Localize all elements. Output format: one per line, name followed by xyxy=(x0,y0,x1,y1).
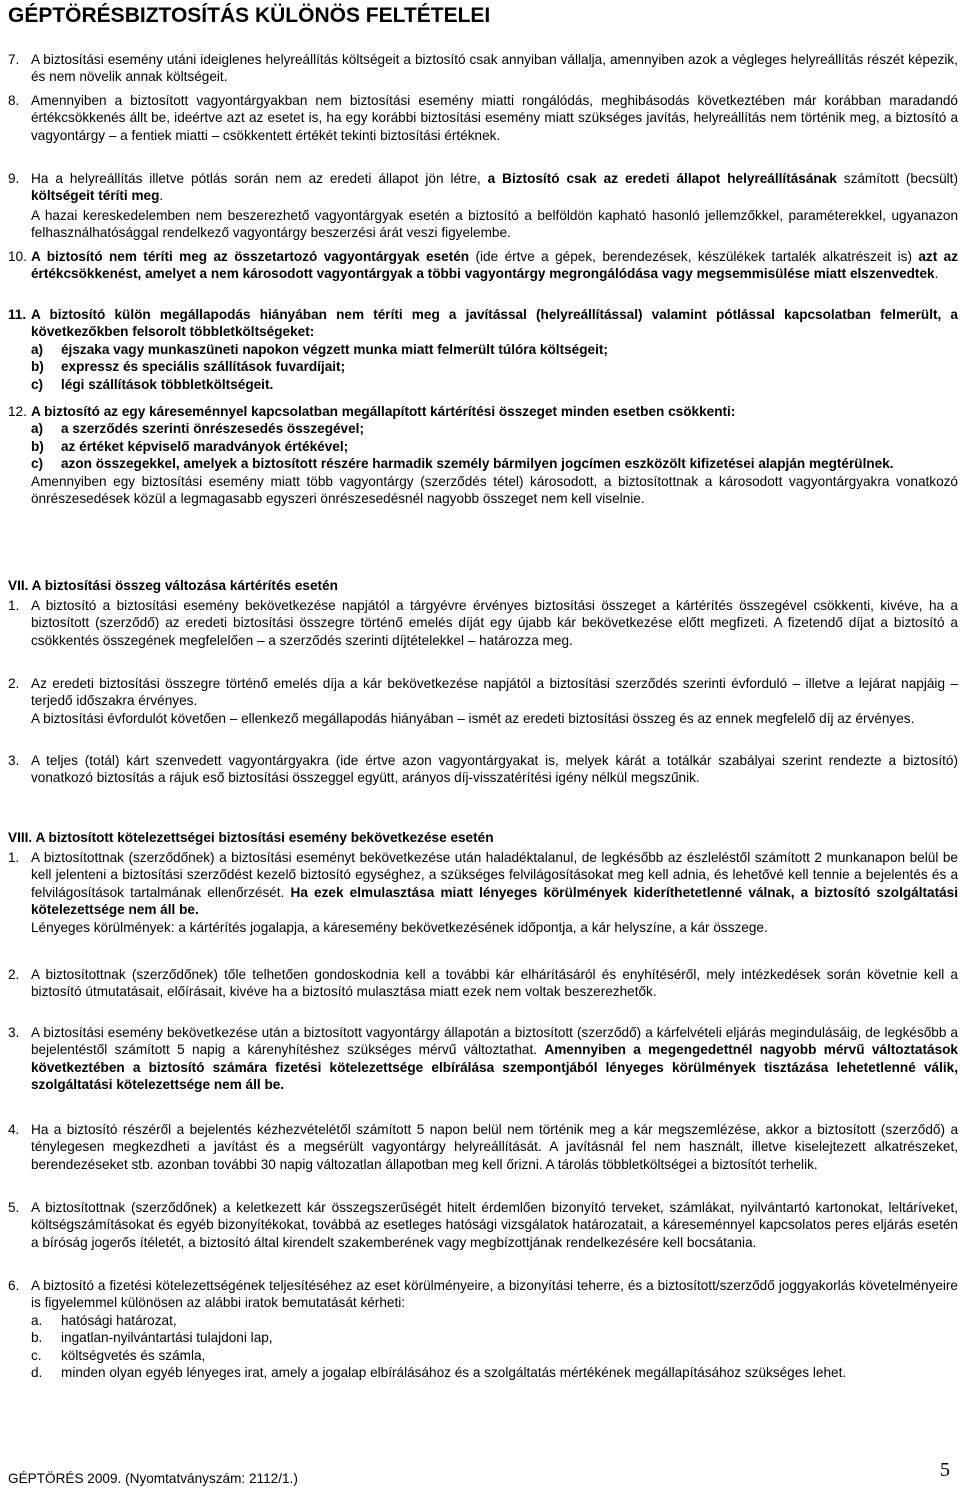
sub-text: légi szállítások többletköltségeit. xyxy=(61,376,274,392)
item-number: 2. xyxy=(8,676,20,691)
sub-item-a xyxy=(31,420,958,437)
item-text: A teljes (totál) kárt szenvedett vagyontárgyakra (ide értve azon vagyontárgyakat is, melyek kárát a totálkár szabályai szerint rendezte a biztosító) vonatkozó biztosítás a rájuk eső biztosítási összeggel együtt, arányos díj-visszatérítési igény nélkül megszűnik. xyxy=(31,753,958,786)
item-text: A biztosító az egy káreseménnyel kapcsolatban megállapított kártérítési összeget minden esetben csökkenti: xyxy=(31,404,736,419)
sub-text: költségvetés és számla, xyxy=(61,1347,206,1363)
sub-item-a xyxy=(31,341,958,358)
sub-item-b xyxy=(31,358,958,375)
page-title: GÉPTÖRÉSBIZTOSÍTÁS KÜLÖNÖS FELTÉTELEI xyxy=(8,4,491,27)
section-heading-viii: VIII. A biztosított kötelezettségei biztosítási esemény bekövetkezése esetén xyxy=(8,830,494,845)
item-number: 3. xyxy=(8,1025,20,1040)
item-number: 2. xyxy=(8,967,20,982)
list-item-7 xyxy=(8,51,958,86)
sub-text: az értéket képviselő maradványok értékével; xyxy=(61,438,349,454)
section8-item-6 xyxy=(8,1277,958,1381)
sub-text: ingatlan-nyilvántartási tulajdoni lap, xyxy=(61,1330,273,1346)
sub-label: c) xyxy=(31,376,44,392)
list-item-10 xyxy=(8,248,958,283)
item-text xyxy=(31,248,958,283)
page-footer: GÉPTÖRÉS 2009. (Nyomtatványszám: 2112/1.) xyxy=(8,1471,298,1486)
sub-item-c xyxy=(31,376,958,393)
item-text: A biztosító a biztosítási esemény bekövetkezése napjától a tárgyévre érvényes biztosítási összeget a kártérítés összegével csökkenti, kivéve, ha a biztosított (szerződő) az eredeti biztosítási összegre történő emelés díját egy újabb kár bekövetkezése előtt megfizeti. A fizetendő díjat a biztosító a csökkentés összegének megfelelően – a szerződés szerinti díjtételekkel – határozza meg. xyxy=(31,598,958,648)
sub-text: minden olyan egyéb lényeges irat, amely a jogalap elbírálásához és a szolgáltatás mértékének megállapításához szükséges lehet. xyxy=(61,1365,847,1381)
sub-item-d xyxy=(31,1364,958,1381)
sub-item-b xyxy=(31,1329,958,1346)
section8-item-3 xyxy=(8,1024,958,1094)
item-number: 12. xyxy=(8,404,27,419)
sub-text: a szerződés szerinti önrészesedés összegével; xyxy=(61,421,364,437)
item-number: 4. xyxy=(8,1122,20,1137)
item-number: 10. xyxy=(8,249,27,264)
sub-label: b) xyxy=(31,438,44,454)
item-text: Amennyiben a biztosított vagyontárgyakban nem biztosítási esemény miatti rongálódás, meghibásodás következtében már korábban maradandó értékcsökkenés állt be, ideértve azt az esetet is, ha egy korábbi biztosítási esemény miatt szükséges javítás, helyreállítás nem történik meg, a biztosító a vagyontárgy – a fentiek miatti – csökkentett értékét tekinti biztosítási értéknek. xyxy=(31,93,958,143)
bold-text-run: költségeit téríti meg xyxy=(31,188,160,204)
item-number: 1. xyxy=(8,850,20,865)
item-text: Ha a biztosító részéről a bejelentés kézhezvételétől számított 5 napon belül nem történik meg a kár megszemlézése, akkor a biztosított (szerződő) a ténylegesen megkezdheti a javítást és a megsérült vagyontárgy helyreállítását. A javításnál fel nem használt, illetve kiselejtezett alkatrészeket, berendezéseket stb. azonban további 30 napig változatlan állapotban meg kell őrizni. A tárolás többletköltségei a biztosítót terhelik. xyxy=(31,1122,958,1172)
text-run: Ha a helyreállítás illetve pótlás során nem az eredeti állapot jön létre, xyxy=(31,171,488,186)
text-run: . xyxy=(159,188,164,204)
sub-label: b. xyxy=(31,1330,43,1346)
bold-text-run: azt az értékcsökkenést, amelyet a nem károsodott vagyontárgyak a többi vagyontárgy megrongálódása vagy megsemmisülése miatt elszenvedtek xyxy=(31,249,958,282)
sub-label: a) xyxy=(31,421,44,437)
section7-item-1 xyxy=(8,597,958,649)
item-text: A biztosító külön megállapodás hiányában nem téríti meg a javítással (helyreállítással) valamint pótlással kapcsolatban felmerült, a következőkben felsorolt többletköltségeket: xyxy=(31,307,958,340)
item-text: A biztosítottnak (szerződőnek) tőle telhetően gondoskodnia kell a további kár elhárításáról és enyhítéséről, mely intézkedések során követnie kell a biztosító útmutatásait, előírásait, kivéve ha a biztosító mulasztása miatt ezek nem voltak beszerezhetők. xyxy=(31,967,958,1000)
item-number: 8. xyxy=(8,93,20,108)
item-text xyxy=(31,170,958,205)
sub-text: azon összegekkel, amelyek a biztosított részére harmadik személy bármilyen jogcímen eszközölt kifizetései alapján megtérülnek. xyxy=(61,456,894,472)
text-run: A biztosítási esemény bekövetkezése után a biztosított vagyontárgy állapotán a biztosított (szerződő) a kárfelvételi eljárás megindulásáig, de legkésőbb a bejelentéstől számított 5 napig a kárenyhítéshez szükséges mérvű változtathat. xyxy=(31,1025,958,1058)
bold-text-run: A biztosító nem téríti meg az összetartozó vagyontárgyak esetén xyxy=(31,249,470,264)
section7-item-2 xyxy=(8,675,958,727)
sub-label: a. xyxy=(31,1312,43,1328)
item-paragraph: Amennyiben egy biztosítási esemény miatt több vagyontárgy (szerződés tétel) károsodott, a biztosítottnak a károsodott vagyontárgyakra vonatkozó önrészesedések közül a legmagasabb egyszeri önrészesedésnél nagyobb összeget nem kell viselnie. xyxy=(31,473,958,507)
list-item-11 xyxy=(8,306,958,393)
sub-text: éjszaka vagy munkaszüneti napokon végzett munka miatt felmerült túlóra költségeit; xyxy=(61,341,608,357)
sub-label: a) xyxy=(31,341,44,357)
item-text: Az eredeti biztosítási összegre történő emelés díja a kár bekövetkezése napjától a biztosítási szerződés szerinti évforduló – illetve a lejárat napjáig – terjedő időszakra érvényes. xyxy=(31,676,958,709)
sub-text: hatósági határozat, xyxy=(61,1312,177,1328)
item-paragraph: Lényeges körülmények: a kártérítés jogalapja, a káresemény bekövetkezésének időpontja, a kár helyszíne, a kár összege. xyxy=(31,919,768,935)
sub-label: b) xyxy=(31,359,44,375)
section8-item-2 xyxy=(8,966,958,1001)
item-number: 11. xyxy=(8,307,27,322)
text-run: (ide értve a gépek, berendezések, készülékek tartalék alkatrészeit is) xyxy=(469,249,919,264)
sub-label: d. xyxy=(31,1365,43,1381)
sub-label: c) xyxy=(31,456,44,472)
sub-label: c. xyxy=(31,1347,42,1363)
item-number: 5. xyxy=(8,1200,20,1215)
item-text: A biztosító a fizetési kötelezettségének teljesítéséhez az eset körülményeire, a bizonyítási teherre, és a biztosított/szerződő joggyakorlás követelményeire is figyelemmel különösen az alábbi iratok bemutatását kérheti: xyxy=(31,1278,958,1311)
item-number: 9. xyxy=(8,171,20,186)
item-text: A biztosítási esemény utáni ideiglenes helyreállítás költségeit a biztosító csak annyiban vállalja, amennyiben azok a végleges helyreállítás részét képezik, és nem növelik annak költségeit. xyxy=(31,52,958,85)
sub-text: expressz és speciális szállítások fuvardíjait; xyxy=(61,359,346,375)
section7-item-3 xyxy=(8,752,958,787)
page-number: 5 xyxy=(940,1459,950,1481)
section-heading-vii: VII. A biztosítási összeg változása kártérítés esetén xyxy=(8,578,338,593)
item-number: 7. xyxy=(8,52,20,67)
section8-item-5 xyxy=(8,1199,958,1251)
list-item-8 xyxy=(8,92,958,144)
section8-item-1 xyxy=(8,849,958,936)
sub-item-a xyxy=(31,1312,958,1329)
item-paragraph: A hazai kereskedelemben nem beszerezhető vagyontárgyak esetén a biztosító a belföldön kapható hasonló jellemzőkkel, paraméterekkel, ugyanazon felhasználhatósággal rendelkező vagyontárgy beszerzési árát veszi figyelembe. xyxy=(31,207,958,241)
item-number: 3. xyxy=(8,753,20,768)
item-text xyxy=(31,849,958,919)
text-run: A biztosítottnak (szerződőnek) a biztosítási eseményt bekövetkezése után haladéktalanul, de legkésőbb az észleléstől számított 2 munkanapon belül be kell jelenteni a biztosítási szerződést kezelő biztosító egységhez, a szükséges felvilágosításokat meg kell adnia, és lehetővé kell tennie a bejelentés és a felvilágosítások tartalmának ellenőrzését. xyxy=(31,850,958,900)
section8-item-4 xyxy=(8,1121,958,1173)
sub-item-b xyxy=(31,438,958,455)
sub-item-c xyxy=(31,455,958,472)
bold-text-run: Ha ezek elmulasztása miatt lényeges körülmények kideríthetetlenné válnak, a biztosító szolgáltatási kötelezettsége nem áll be. xyxy=(31,884,958,918)
item-text: A biztosítottnak (szerződőnek) a keletkezett kár összegszerűségét hitelt érdemlően bizonyító terveket, számlákat, nyilvántartó kartonokat, leltáríveket, költségszámításokat és egyéb bizonyítékokat, továbbá az esetleges hatósági vizsgálatok határozatait, a káreseménnyel kapcsolatos peres eljárás esetén a bíróság jogerős ítéletét, a biztosító által kirendelt szakemberének vagy megbízottjának rendelkezésére kell bocsátania. xyxy=(31,1200,958,1250)
item-number: 1. xyxy=(8,598,20,613)
item-paragraph: A biztosítási évfordulót követően – ellenkező megállapodás hiányában – ismét az eredeti biztosítási összeg és az ennek megfelelő díj az érvényes. xyxy=(31,710,915,726)
bold-text-run: a Biztosító csak az eredeti állapot helyreállításának xyxy=(487,171,837,186)
list-item-12 xyxy=(8,403,958,507)
list-item-9 xyxy=(8,170,958,242)
text-run: . xyxy=(934,266,939,282)
item-text xyxy=(31,1024,958,1094)
bold-text-run: Amennyiben a megengedettnél nagyobb mérvű változtatások következtében a biztosító számára fizetési kötelezettsége elbírálása szempontjából lényeges körülmények tisztázása lehetetlenné válik, szolgáltatási kötelezettsége nem áll be. xyxy=(31,1042,958,1093)
item-number: 6. xyxy=(8,1278,20,1293)
text-run: számított (becsült) xyxy=(836,171,958,186)
sub-item-c xyxy=(31,1347,958,1364)
